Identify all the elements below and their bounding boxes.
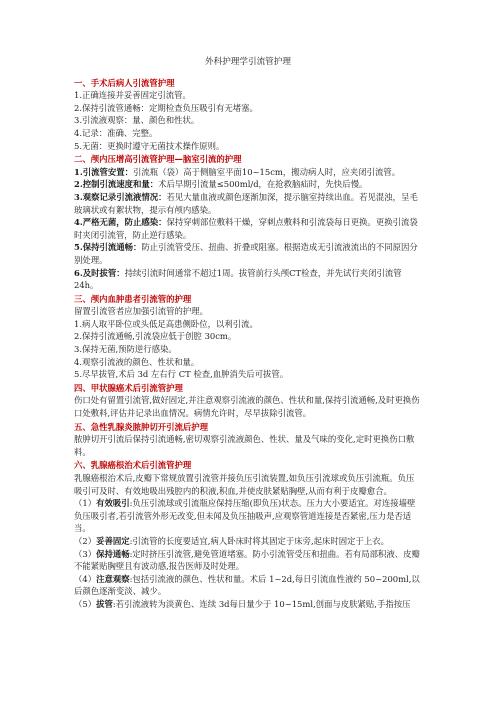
s2-item-6-label: 6.及时拔管： — [74, 267, 125, 278]
s6-item-1 — [74, 497, 422, 535]
s2-item-4-label: 4.严格无菌，防止感染： — [74, 217, 167, 228]
s3-item-3: 3.保持无菌,预防逆行感染。 — [74, 344, 177, 355]
section-heading-4: 四、甲状腺癌术后引流管护理 — [74, 382, 183, 393]
s6-item-2 — [74, 535, 422, 548]
section-heading-1: 一、手术后病人引流管护理 — [74, 77, 175, 88]
s3-item-5: 5.尽早拔管,术后 3d 左右行 CT 检查,血肿消失后可拔管。 — [74, 369, 289, 380]
s2-item-1-label: 1.引流管安置： — [74, 166, 133, 177]
s2-item-5 — [74, 241, 422, 266]
s2-item-4 — [74, 216, 422, 241]
s2-item-2 — [74, 178, 422, 191]
s6-item-2-label: 妥善固定 — [96, 535, 130, 546]
s3-item-1: 1.病人取平卧位或头低足高患侧卧位，以利引流。 — [74, 318, 258, 329]
s6-item-1-text: :负压引流球或引流瓶应保持压缩(即负压)状态。压力大小要适宜。对连接墙壁负压吸引者,若引流管外形无改变,但未闻及负压抽吸声,应观察管道连接是否紧密,压力是否适当。 — [74, 498, 416, 534]
s6-item-5-text: :若引流液转为淡黄色、连续 3d每日量少于 10~15ml,创面与皮肤紧贴,手指按压 — [112, 598, 411, 609]
s6-item-5 — [74, 598, 422, 611]
s6-item-1-num: （1） — [74, 498, 97, 509]
s1-item-4: 4.记录：准确、完整。 — [74, 127, 158, 138]
s2-item-1-text: 引流瓶（袋）高于侧脑室平面10~15cm，搬动病人时，应夹闭引流管。 — [133, 166, 401, 177]
document-title: 外科护理学引流管护理 — [205, 57, 291, 67]
s6-item-1-label: 有效吸引 — [96, 498, 130, 509]
s6-item-5-num: （5） — [74, 598, 97, 609]
s2-item-2-label: 2.控制引流速度和量： — [74, 179, 159, 190]
section-heading-2: 二、颅内压增高引流管护理—脑室引流的护理 — [74, 154, 242, 165]
s6-item-3 — [74, 548, 422, 573]
s6-item-4-num: （4） — [74, 573, 97, 584]
section-heading-6: 六、乳腺癌根治术后引流管护理 — [74, 460, 192, 471]
s2-item-6-text: 持续引流时间通常不超过1周。拔管前行头颅CT检查，并先试行夹闭引流管24h。 — [74, 267, 402, 291]
s6-text: 乳腺癌根治术后,皮瓣下常规放置引流管并接负压引流装置,如负压引流球或负压引流瓶。负压吸引可及时、有效地吸出残腔内的积液,积血,并使皮肤紧贴胸壁,从而有利于皮瓣愈合。 — [74, 473, 415, 496]
s4-text: 伤口处有留置引流管,做好固定,并注意观察引流液的颜色、性状和量,保持引流通畅,及时更换伤口处敷料,评估并记录出血情况。病情允许时，尽早拔除引流管。 — [74, 395, 420, 419]
s2-item-3-text: 若见大量血液或颜色逐渐加深，提示脑室持续出血。若见混浊，呈毛玻璃状或有絮状物，提示有颅内感染。 — [74, 191, 418, 215]
s6-item-3-label: 保持通畅 — [96, 548, 130, 559]
s2-item-3 — [74, 191, 422, 216]
s3-lead: 留置引流管者应加强引流管的护理。 — [74, 306, 208, 317]
s3-item-4: 4.观察引流液的颜色、性状和量。 — [74, 356, 200, 367]
s1-item-3: 3.引流液观察：量、颜色和性状。 — [74, 115, 200, 126]
s1-item-2: 2.保持引流管通畅：定期检查负压吸引有无堵塞。 — [74, 102, 258, 113]
s2-item-2-text: 术后早期引流量≤500ml/d，在抢救脑疝时，先快后慢。 — [158, 179, 368, 190]
section-heading-3: 三、颅内血肿患者引流管的护理 — [74, 293, 192, 304]
s6-item-5-label: 拔管 — [96, 598, 113, 609]
s1-item-1: 1.正确连接并妥善固定引流管。 — [74, 90, 191, 101]
s2-item-4-text: 保持穿刺部位敷料干燥，穿刺点敷料和引流袋每日更换。更换引流袋时夹闭引流管，防止逆行感染。 — [74, 217, 418, 240]
s6-item-3-text: :定时挤压引流管,避免管道堵塞。防小引流管受压和扭曲。若有局部积液、皮瓣不能紧贴胸壁且有波动感,报告医师及时处理。 — [74, 548, 420, 572]
s6-item-2-num: （2） — [74, 535, 97, 546]
s2-item-5-text: 防止引流管受压、扭曲、折叠或阻塞。根据造成无引流液流出的不同原因分别处理。 — [74, 242, 418, 265]
s6-item-4-label: 注意观察 — [96, 573, 130, 584]
section-heading-5: 五、急性乳腺炎脓肿切开引流后护理 — [74, 421, 208, 432]
s2-item-3-label: 3.观察记录引流液情况： — [74, 191, 167, 202]
s6-item-2-text: :引流管的长度要适宜,病人卧床时将其固定于床旁,起床时固定于上衣。 — [129, 535, 389, 546]
s2-item-1 — [74, 166, 422, 179]
s3-item-2: 2.保持引流通畅,引流袋应低于创腔 30cm。 — [74, 331, 237, 342]
s2-item-6 — [74, 267, 422, 292]
s6-item-3-num: （3） — [74, 548, 97, 559]
s6-item-4-text: :包括引流液的颜色、性状和量。术后 1~2d,每日引流血性液约 50~200ml,以后颜色逐渐变淡、减少。 — [74, 573, 420, 597]
s1-item-5: 5.无菌：更换时遵守无菌技术操作原则。 — [74, 140, 225, 151]
s5-text: 脓肿切开引流后保持引流通畅,密切观察引流液颜色、性状、量及气味的变化,定时更换伤口敷料。 — [74, 434, 415, 457]
s2-item-5-label: 5.保持引流通畅： — [74, 242, 142, 253]
s6-item-4 — [74, 573, 422, 598]
